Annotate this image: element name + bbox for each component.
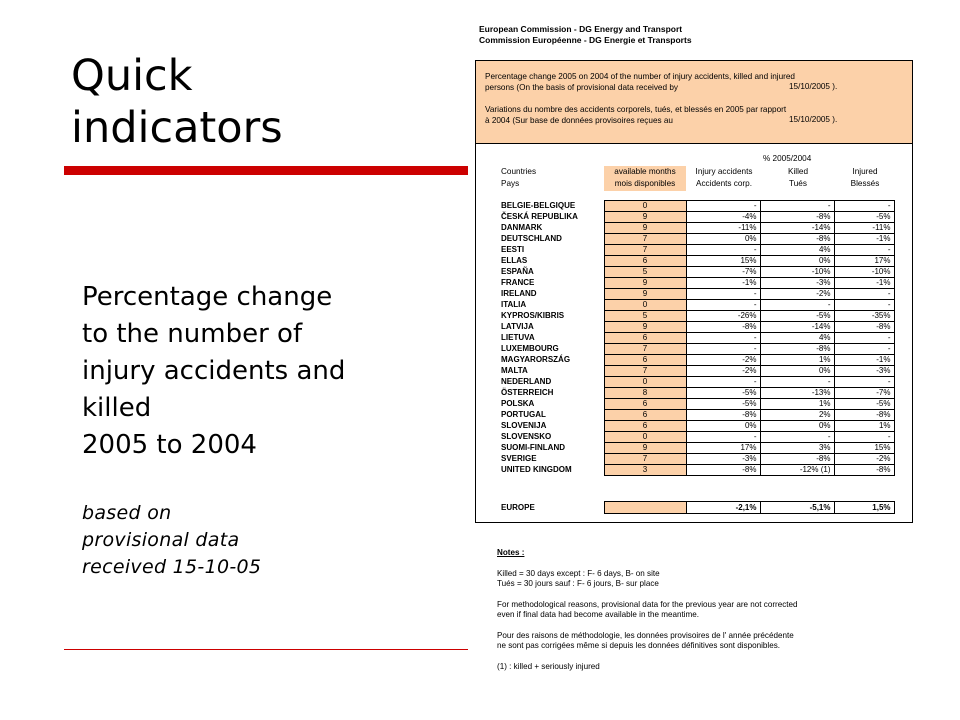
slide-subtitle [82, 279, 452, 464]
country-cell: FRANCE [501, 278, 535, 287]
injury-cell: - [686, 377, 760, 388]
injured-cell: - [834, 432, 894, 443]
table-row [498, 366, 894, 377]
country-cell: SLOVENSKO [501, 432, 552, 441]
killed-cell: -13% [760, 388, 834, 399]
table-row [498, 278, 894, 289]
killed-cell: -8% [760, 234, 834, 245]
description-en: Percentage change 2005 on 2004 of the number of injury accidents, killed and injured persons (On the basis of provisional data received by [485, 72, 795, 92]
table-row [498, 245, 894, 256]
killed-cell: -14% [760, 223, 834, 234]
killed-cell: 4% [760, 333, 834, 344]
table-row [498, 212, 894, 223]
country-cell: NEDERLAND [501, 377, 552, 386]
injury-cell: - [686, 289, 760, 300]
table-row [498, 289, 894, 300]
europe-total-row [498, 501, 895, 514]
killed-cell: - [760, 377, 834, 388]
europe-injured: 1,5% [834, 502, 894, 514]
months-cell: 0 [604, 300, 686, 311]
killed-cell: -5% [760, 311, 834, 322]
months-cell: 9 [604, 212, 686, 223]
injury-cell: - [686, 201, 760, 212]
country-cell: LIETUVA [501, 333, 535, 342]
description-fr-date: 15/10/2005 ). [789, 115, 838, 124]
country-cell: DEUTSCHLAND [501, 234, 562, 243]
table-row [498, 421, 894, 432]
country-cell: ELLAS [501, 256, 528, 265]
statistics-table-box [475, 60, 913, 523]
provisional-note [82, 500, 422, 581]
injured-cell: - [834, 245, 894, 256]
injury-cell: -5% [686, 388, 760, 399]
injury-cell: -2% [686, 366, 760, 377]
injured-cell: -1% [834, 234, 894, 245]
months-cell: 9 [604, 289, 686, 300]
table-row [498, 344, 894, 355]
note-line: received 15-10-05 [82, 556, 262, 578]
note-line: based on [82, 502, 172, 524]
description-fr: Variations du nombre des accidents corporels, tués, et blessés en 2005 par rapport à 2004 (Sur base de données provisoires reçues au [485, 105, 787, 125]
country-cell: SUOMI-FINLAND [501, 443, 565, 452]
country-cell: ESPAÑA [501, 267, 534, 276]
months-cell: 6 [604, 399, 686, 410]
killed-cell: -3% [760, 278, 834, 289]
months-cell: 9 [604, 223, 686, 234]
injured-cell: -5% [834, 399, 894, 410]
note-footnote: (1) : killed + seriously injured [497, 661, 600, 671]
country-cell: BELGIE-BELGIQUE [501, 201, 576, 210]
country-cell: POLSKA [501, 399, 535, 408]
subtitle-line: to the number of [82, 319, 303, 349]
table-row [498, 201, 894, 212]
injured-cell: -35% [834, 311, 894, 322]
injured-cell: -10% [834, 267, 894, 278]
injured-cell: -11% [834, 223, 894, 234]
country-cell: MALTA [501, 366, 528, 375]
injured-cell: -3% [834, 366, 894, 377]
table-row [498, 322, 894, 333]
killed-cell: -8% [760, 212, 834, 223]
table-row [498, 465, 894, 476]
country-cell: ÖSTERREICH [501, 388, 554, 397]
killed-cell: 0% [760, 421, 834, 432]
months-cell: 7 [604, 366, 686, 377]
europe-label: EUROPE [501, 503, 535, 512]
country-cell: LUXEMBOURG [501, 344, 559, 353]
country-cell: DANMARK [501, 223, 543, 232]
months-cell: 6 [604, 256, 686, 267]
table-row [498, 388, 894, 399]
injury-cell: 0% [686, 234, 760, 245]
country-cell: UNITED KINGDOM [501, 465, 572, 474]
killed-cell: 4% [760, 245, 834, 256]
injured-cell: - [834, 289, 894, 300]
column-header-country: Countries Pays [501, 167, 537, 188]
injury-cell: -26% [686, 311, 760, 322]
subtitle-line: injury accidents and [82, 356, 346, 386]
killed-cell: 0% [760, 366, 834, 377]
months-cell: 3 [604, 465, 686, 476]
injured-cell: - [834, 300, 894, 311]
killed-cell: -2% [760, 289, 834, 300]
injury-cell: 0% [686, 421, 760, 432]
table-row [498, 432, 894, 443]
table-row [498, 311, 894, 322]
country-cell: LATVIJA [501, 322, 534, 331]
months-cell: 0 [604, 432, 686, 443]
injured-cell: -5% [834, 212, 894, 223]
months-cell: 9 [604, 322, 686, 333]
injured-cell: -1% [834, 278, 894, 289]
injury-cell: -5% [686, 399, 760, 410]
killed-cell: -8% [760, 344, 834, 355]
months-cell: 0 [604, 377, 686, 388]
injured-cell: - [834, 201, 894, 212]
table-row [498, 223, 894, 234]
months-cell: 6 [604, 410, 686, 421]
injured-cell: -1% [834, 355, 894, 366]
injury-cell: -11% [686, 223, 760, 234]
injury-cell: -3% [686, 454, 760, 465]
injury-cell: -8% [686, 465, 760, 476]
table-row [498, 234, 894, 245]
killed-cell: - [760, 300, 834, 311]
table-row [498, 300, 894, 311]
percentage-header: % 2005/2004 [763, 154, 812, 163]
months-cell: 7 [604, 454, 686, 465]
country-cell: SVERIGE [501, 454, 537, 463]
document-header [479, 24, 919, 46]
notes-section [497, 548, 917, 682]
note-method-en: For methodological reasons, provisional data for the previous year are not corrected even if final data had become available in the meantime. [497, 599, 798, 619]
injury-cell: - [686, 333, 760, 344]
column-header-killed: Killed Tués [787, 167, 809, 188]
header-line-en: European Commission - DG Energy and Transport [479, 24, 683, 34]
table-row [498, 502, 894, 514]
country-cell: PORTUGAL [501, 410, 546, 419]
note-method-fr: Pour des raisons de méthodologie, les données provisoires de l' année précédente ne sont pas corrigées même si depuis les données définitives sont disponibles. [497, 630, 794, 650]
months-cell: 9 [604, 278, 686, 289]
country-table [498, 200, 895, 476]
country-cell: EESTI [501, 245, 525, 254]
injury-cell: - [686, 432, 760, 443]
title-line-2: indicators [71, 103, 283, 153]
note-killed-definition: Killed = 30 days except : F- 6 days, B- on site Tués = 30 jours sauf : F- 6 jours, B- sur place [497, 568, 660, 588]
table-row [498, 333, 894, 344]
months-cell: 5 [604, 267, 686, 278]
injury-cell: - [686, 245, 760, 256]
killed-cell: 2% [760, 410, 834, 421]
country-cell: ČESKÁ REPUBLIKA [501, 212, 578, 221]
table-row [498, 399, 894, 410]
country-cell: MAGYARORSZÁG [501, 355, 571, 364]
injured-cell: -2% [834, 454, 894, 465]
column-header-injury: Injury accidents Accidents corp. [695, 167, 753, 188]
note-line: provisional data [82, 529, 240, 551]
months-cell: 7 [604, 245, 686, 256]
europe-injury: -2,1% [686, 502, 760, 514]
injury-cell: -1% [686, 278, 760, 289]
europe-months [604, 502, 686, 514]
months-cell: 6 [604, 355, 686, 366]
country-cell: ITALIA [501, 300, 527, 309]
killed-cell: 3% [760, 443, 834, 454]
table-row [498, 267, 894, 278]
months-cell: 7 [604, 234, 686, 245]
table-row [498, 256, 894, 267]
months-cell: 8 [604, 388, 686, 399]
injury-cell: -8% [686, 322, 760, 333]
months-cell: 6 [604, 421, 686, 432]
description-en-date: 15/10/2005 ). [789, 82, 838, 91]
injured-cell: 17% [834, 256, 894, 267]
killed-cell: -8% [760, 454, 834, 465]
title-underline-bar [64, 166, 468, 175]
slide-title [71, 50, 451, 154]
killed-cell: -12% (1) [760, 465, 834, 476]
months-cell: 9 [604, 443, 686, 454]
killed-cell: -14% [760, 322, 834, 333]
injured-cell: - [834, 333, 894, 344]
injured-cell: -8% [834, 465, 894, 476]
injury-cell: -2% [686, 355, 760, 366]
notes-title: Notes : [497, 548, 525, 557]
injured-cell: 15% [834, 443, 894, 454]
killed-cell: -10% [760, 267, 834, 278]
table-row [498, 410, 894, 421]
injured-cell: 1% [834, 421, 894, 432]
injury-cell: -8% [686, 410, 760, 421]
injury-cell: - [686, 300, 760, 311]
injured-cell: -7% [834, 388, 894, 399]
months-cell: 6 [604, 333, 686, 344]
column-header-injured: Injured Blessés [850, 167, 880, 188]
injured-cell: - [834, 377, 894, 388]
killed-cell: 1% [760, 355, 834, 366]
injury-cell: 15% [686, 256, 760, 267]
killed-cell: 0% [760, 256, 834, 267]
injured-cell: -8% [834, 410, 894, 421]
injury-cell: -4% [686, 212, 760, 223]
months-cell: 5 [604, 311, 686, 322]
table-row [498, 355, 894, 366]
subtitle-line: Percentage change [82, 282, 333, 312]
table-row [498, 454, 894, 465]
table-row [498, 443, 894, 454]
months-cell: 7 [604, 344, 686, 355]
killed-cell: - [760, 201, 834, 212]
killed-cell: 1% [760, 399, 834, 410]
header-line-fr: Commission Européenne - DG Energie et Transports [479, 35, 692, 45]
subtitle-line: 2005 to 2004 [82, 430, 257, 460]
subtitle-line: killed [82, 393, 152, 423]
europe-killed: -5,1% [760, 502, 834, 514]
injury-cell: - [686, 344, 760, 355]
injury-cell: -7% [686, 267, 760, 278]
injured-cell: - [834, 344, 894, 355]
description-band [476, 61, 912, 144]
injury-cell: 17% [686, 443, 760, 454]
country-cell: IRELAND [501, 289, 537, 298]
country-cell: SLOVENIJA [501, 421, 547, 430]
killed-cell: - [760, 432, 834, 443]
column-header-months: available months mois disponibles [604, 166, 686, 191]
table-row [498, 377, 894, 388]
title-line-1: Quick [71, 51, 193, 101]
injured-cell: -8% [834, 322, 894, 333]
months-cell: 0 [604, 201, 686, 212]
country-cell: KYPROS/KIBRIS [501, 311, 565, 320]
footer-rule [64, 649, 468, 650]
